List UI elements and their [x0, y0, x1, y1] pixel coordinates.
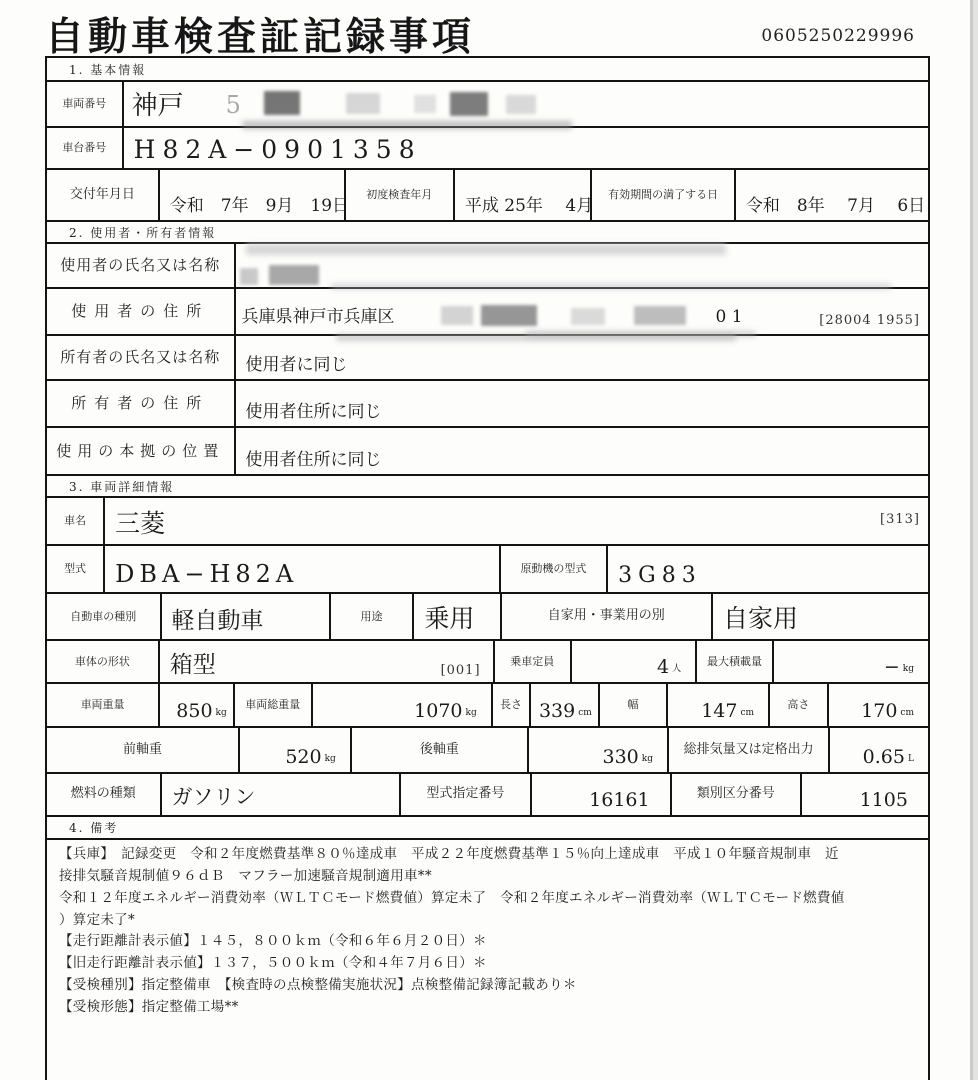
class-number-value: [802, 774, 928, 815]
vehicle-kind-text: 軽自動車: [171, 608, 264, 634]
capacity-number: 4: [657, 656, 670, 678]
section-header-remarks: [47, 817, 928, 840]
length-label: 長さ: [493, 684, 532, 726]
length-value: [531, 684, 599, 726]
redaction-block: [240, 268, 258, 285]
capacity-value: [572, 641, 697, 682]
remark-line: 【受検形態】指定整備工場**: [59, 999, 239, 1016]
user-address-code: [28004 1955]: [819, 313, 920, 328]
private-business-text: 自家用: [723, 604, 799, 633]
row-owner-address: [47, 381, 928, 428]
fuel-type-value: [162, 774, 402, 815]
type-designation-label: 型式指定番号: [401, 774, 531, 815]
redaction-block: [269, 265, 319, 285]
redaction-block: [571, 308, 605, 325]
section-title-vehicle: 3. 車両詳細情報: [69, 479, 175, 494]
base-location-value: [236, 428, 928, 474]
model-label: 型式: [47, 546, 105, 592]
body-shape-label: 車体の形状: [47, 641, 160, 682]
gross-weight-unit: kg: [465, 708, 477, 718]
height-unit: cm: [900, 708, 914, 718]
user-address-text: 兵庫県神戸市兵庫区: [241, 307, 395, 327]
first-inspection-value: [455, 170, 592, 220]
vehicle-kind-value: [162, 594, 331, 639]
row-maker-name: [47, 498, 928, 546]
class-number-label: 類別区分番号: [672, 774, 802, 815]
model-value: [105, 546, 501, 592]
user-name-label: 使用者の氏名又は名称: [47, 244, 236, 287]
capacity-unit: 人: [672, 664, 682, 674]
plate-number-partial-digit: 5: [225, 91, 241, 119]
remark-line: 【兵庫】 記録変更 令和２年度燃費基準８０％達成車 平成２２年度燃費基準１５％向上達成車 平成１０年騒音規制車 近: [59, 846, 839, 862]
row-fuel-type: [47, 774, 928, 817]
displacement-label: 総排気量又は定格出力: [669, 728, 830, 772]
row-chassis-number: [47, 128, 928, 170]
maker-name-code: [313]: [880, 512, 920, 527]
owner-address-value: [236, 381, 928, 426]
maker-name-text: 三菱: [115, 509, 166, 538]
type-designation-value: [532, 774, 672, 815]
row-axle-weights: [47, 728, 928, 774]
front-axle-unit: kg: [324, 754, 336, 764]
row-plate-number: [47, 82, 928, 128]
issue-date-text: 令和 7年 9月 19日: [169, 196, 350, 216]
type-designation-number: 16161: [589, 789, 650, 811]
width-number: 147: [701, 700, 738, 722]
user-name-value-cell: [236, 244, 928, 287]
max-load-label: 最大積載量: [697, 641, 774, 682]
gross-weight-value: [313, 684, 493, 726]
class-number-number: 1105: [859, 789, 908, 811]
user-address-label: 使用者の住所: [47, 289, 236, 334]
row-user-address: [47, 289, 928, 336]
use-text: 乗用: [424, 604, 475, 633]
owner-address-label: 所有者の住所: [47, 381, 236, 426]
displacement-unit: L: [907, 754, 914, 764]
redaction-streak: [246, 244, 726, 255]
redaction-block: [441, 306, 473, 325]
length-number: 339: [538, 700, 576, 722]
owner-name-value: [236, 336, 928, 379]
height-label: 高さ: [770, 684, 829, 726]
max-load-unit: kg: [902, 664, 914, 674]
plate-number-region: 神戸: [131, 91, 184, 121]
vehicle-weight-label: 車両重量: [47, 684, 160, 726]
remark-line: 接排気騒音規制値９６ｄＢ マフラー加速騒音規制適用車**: [59, 867, 432, 884]
engine-model-text: 3G83: [618, 563, 702, 588]
redaction-block: [346, 93, 380, 114]
max-load-value: [774, 641, 928, 682]
row-dates: [47, 170, 928, 222]
redaction-block: [506, 95, 536, 114]
remark-line: 【旧走行距離計表示値】１３７，５００ｋｍ（令和４年７月６日）＊: [59, 955, 487, 972]
use-value: [414, 594, 501, 639]
first-inspection-text: 平成 25年 4月: [464, 196, 594, 216]
front-axle-label: 前軸重: [47, 728, 240, 772]
document-header: [45, 6, 933, 60]
use-label: 用途: [331, 594, 415, 639]
maker-name-label: 車名: [47, 498, 105, 544]
body-shape-code: [001]: [440, 663, 481, 678]
engine-model-value: [608, 546, 928, 592]
issue-date-value: [160, 170, 350, 220]
remark-line: 【走行距離計表示値】１４５，８００ｋｍ（令和６年６月２０日）＊: [59, 933, 487, 950]
max-load-number: −: [883, 656, 900, 678]
scan-edge-artifact-light: [973, 0, 978, 1080]
vehicle-weight-unit: kg: [215, 708, 227, 718]
rear-axle-label: 後軸重: [352, 728, 529, 772]
remark-line: 【受検種別】指定整備車 【検査時の点検整備実施状況】点検整備記録簿記載あり＊: [59, 977, 577, 994]
fuel-type-text: ガソリン: [171, 785, 256, 809]
row-weights-dimensions: [47, 684, 928, 728]
rear-axle-number: 330: [602, 746, 639, 768]
redaction-block: [481, 305, 537, 326]
fuel-type-label: 燃料の種類: [47, 774, 162, 815]
user-address-value-cell: [236, 289, 928, 334]
row-body-shape: [47, 641, 928, 684]
row-remarks: [47, 840, 928, 1080]
row-user-name: [47, 244, 928, 289]
rear-axle-value: [529, 728, 669, 772]
gross-weight-number: 1070: [414, 700, 463, 722]
vehicle-weight-value: [160, 684, 235, 726]
user-address-tail: 0 1: [715, 307, 743, 327]
redaction-block: [264, 91, 300, 115]
section-header-basic: [47, 58, 928, 82]
remark-line: ）算定未了*: [59, 911, 136, 928]
body-shape-value-cell: [160, 641, 495, 682]
body-shape-text: 箱型: [169, 652, 216, 678]
length-unit: cm: [578, 708, 592, 718]
maker-name-value-cell: [105, 498, 928, 544]
model-text: DBA−H82A: [115, 560, 299, 588]
gross-weight-label: 車両総重量: [235, 684, 313, 726]
redaction-block: [450, 92, 488, 116]
row-kind-use: [47, 594, 928, 641]
width-label: 幅: [600, 684, 668, 726]
section-header-user-owner: [47, 222, 928, 244]
scan-shadow: [336, 334, 736, 341]
vehicle-kind-label: 自動車の種別: [47, 594, 162, 639]
displacement-value: [830, 728, 928, 772]
issue-date-label: 交付年月日: [47, 170, 160, 220]
displacement-number: 0.65: [862, 746, 905, 768]
row-base-location: [47, 428, 928, 476]
section-header-vehicle: [47, 476, 928, 498]
base-location-label: 使用の本拠の位置: [47, 428, 236, 474]
remarks-box: [47, 840, 928, 1080]
redaction-block: [414, 95, 436, 113]
row-owner-name: [47, 336, 928, 381]
engine-model-label: 原動機の型式: [501, 546, 608, 592]
height-value: [829, 684, 928, 726]
expiry-date-label: 有効期間の満了する日: [592, 170, 736, 220]
chassis-number-text: H82A−0901358: [133, 135, 422, 164]
chassis-number-label: 車台番号: [47, 128, 124, 168]
height-number: 170: [861, 700, 898, 722]
front-axle-value: [240, 728, 352, 772]
document-title: 自動車検査証記録事項: [45, 14, 476, 60]
section-title-basic: 1. 基本情報: [69, 62, 147, 77]
chassis-number-value: [124, 128, 928, 168]
first-inspection-label: 初度検査年月: [346, 170, 455, 220]
base-location-text: 使用者住所に同じ: [245, 450, 382, 470]
section-title-user-owner: 2. 使用者・所有者情報: [69, 225, 217, 240]
width-value: [668, 684, 770, 726]
owner-name-label: 所有者の氏名又は名称: [47, 336, 236, 379]
capacity-label: 乗車定員: [495, 641, 573, 682]
width-unit: cm: [740, 708, 755, 718]
plate-number-label: 車両番号: [47, 82, 124, 126]
owner-address-text: 使用者住所に同じ: [245, 402, 382, 422]
expiry-date-text: 令和 8年 7月 6日: [745, 196, 926, 216]
front-axle-number: 520: [285, 746, 322, 768]
redaction-block: [634, 306, 686, 325]
document-number: 0605250229996: [761, 26, 915, 46]
row-model: [47, 546, 928, 594]
remark-line: 令和１２年度エネルギー消費効率（ＷＬＴＣモード燃費値）算定未了 令和２年度エネルギー消費効率（ＷＬＴＣモード燃費値: [59, 889, 845, 906]
certificate-table: [45, 56, 930, 1080]
section-title-remarks: 4. 備考: [69, 821, 119, 835]
vehicle-weight-number: 850: [176, 700, 213, 722]
expiry-date-value: [736, 170, 928, 220]
private-business-value: [713, 594, 928, 639]
owner-name-text: 使用者に同じ: [245, 355, 348, 375]
rear-axle-unit: kg: [641, 754, 653, 764]
plate-number-value-cell: [124, 82, 928, 126]
private-business-label: 自家用・事業用の別: [502, 594, 713, 639]
